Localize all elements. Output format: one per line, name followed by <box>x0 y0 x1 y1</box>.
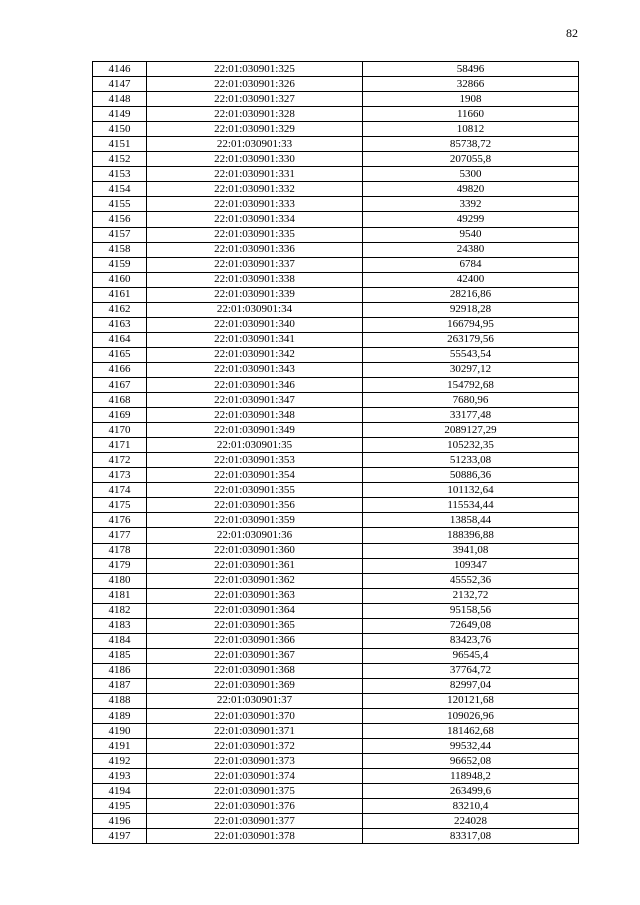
row-number-cell: 4183 <box>93 618 147 633</box>
value-cell: 109026,96 <box>363 709 579 724</box>
table-row <box>93 784 579 799</box>
value-cell: 85738,72 <box>363 137 579 152</box>
row-number-cell: 4174 <box>93 483 147 498</box>
value-cell: 50886,36 <box>363 468 579 483</box>
value-cell: 263179,56 <box>363 332 579 347</box>
value-cell: 5300 <box>363 167 579 182</box>
cadastral-number-cell: 22:01:030901:361 <box>147 558 363 573</box>
row-number-cell: 4166 <box>93 362 147 377</box>
row-number-cell: 4176 <box>93 513 147 528</box>
row-number-cell: 4162 <box>93 302 147 317</box>
cadastral-number-cell: 22:01:030901:349 <box>147 423 363 438</box>
row-number-cell: 4168 <box>93 393 147 408</box>
table-row <box>93 227 579 242</box>
cadastral-number-cell: 22:01:030901:34 <box>147 302 363 317</box>
table-row <box>93 513 579 528</box>
value-cell: 51233,08 <box>363 453 579 468</box>
table-row <box>93 212 579 227</box>
value-cell: 2089127,29 <box>363 423 579 438</box>
cadastral-number-cell: 22:01:030901:332 <box>147 182 363 197</box>
value-cell: 7680,96 <box>363 393 579 408</box>
cadastral-number-cell: 22:01:030901:353 <box>147 453 363 468</box>
row-number-cell: 4186 <box>93 663 147 678</box>
cadastral-number-cell: 22:01:030901:373 <box>147 754 363 769</box>
row-number-cell: 4189 <box>93 709 147 724</box>
table-row <box>93 92 579 107</box>
cadastral-number-cell: 22:01:030901:336 <box>147 242 363 257</box>
table-row <box>93 543 579 558</box>
table-row <box>93 633 579 648</box>
table-row <box>93 408 579 423</box>
cadastral-number-cell: 22:01:030901:331 <box>147 167 363 182</box>
table-row <box>93 152 579 167</box>
cadastral-number-cell: 22:01:030901:334 <box>147 212 363 227</box>
row-number-cell: 4184 <box>93 633 147 648</box>
value-cell: 96545,4 <box>363 648 579 663</box>
table-row <box>93 724 579 739</box>
cadastral-number-cell: 22:01:030901:377 <box>147 814 363 829</box>
row-number-cell: 4177 <box>93 528 147 543</box>
table-row <box>93 197 579 212</box>
table-row <box>93 829 579 844</box>
value-cell: 49820 <box>363 182 579 197</box>
row-number-cell: 4171 <box>93 438 147 453</box>
row-number-cell: 4185 <box>93 648 147 663</box>
row-number-cell: 4165 <box>93 347 147 362</box>
table-row <box>93 453 579 468</box>
row-number-cell: 4169 <box>93 408 147 423</box>
table-row <box>93 799 579 814</box>
cadastral-number-cell: 22:01:030901:347 <box>147 393 363 408</box>
cadastral-number-cell: 22:01:030901:333 <box>147 197 363 212</box>
table-body <box>93 62 579 844</box>
table-row <box>93 814 579 829</box>
value-cell: 83210,4 <box>363 799 579 814</box>
value-cell: 49299 <box>363 212 579 227</box>
cadastral-number-cell: 22:01:030901:354 <box>147 468 363 483</box>
row-number-cell: 4148 <box>93 92 147 107</box>
cadastral-number-cell: 22:01:030901:35 <box>147 438 363 453</box>
row-number-cell: 4196 <box>93 814 147 829</box>
table-row <box>93 107 579 122</box>
table-row <box>93 257 579 272</box>
value-cell: 3941,08 <box>363 543 579 558</box>
row-number-cell: 4187 <box>93 678 147 693</box>
table-row <box>93 618 579 633</box>
value-cell: 207055,8 <box>363 152 579 167</box>
cadastral-number-cell: 22:01:030901:328 <box>147 107 363 122</box>
cadastral-number-cell: 22:01:030901:364 <box>147 603 363 618</box>
cadastral-number-cell: 22:01:030901:341 <box>147 332 363 347</box>
cadastral-number-cell: 22:01:030901:329 <box>147 122 363 137</box>
value-cell: 166794,95 <box>363 317 579 332</box>
cadastral-number-cell: 22:01:030901:375 <box>147 784 363 799</box>
table-row <box>93 62 579 77</box>
cadastral-number-cell: 22:01:030901:325 <box>147 62 363 77</box>
value-cell: 188396,88 <box>363 528 579 543</box>
row-number-cell: 4192 <box>93 754 147 769</box>
table-row <box>93 362 579 377</box>
table-row <box>93 663 579 678</box>
cadastral-number-cell: 22:01:030901:372 <box>147 739 363 754</box>
row-number-cell: 4163 <box>93 317 147 332</box>
value-cell: 115534,44 <box>363 498 579 513</box>
cadastral-number-cell: 22:01:030901:367 <box>147 648 363 663</box>
row-number-cell: 4159 <box>93 257 147 272</box>
row-number-cell: 4193 <box>93 769 147 784</box>
cadastral-number-cell: 22:01:030901:363 <box>147 588 363 603</box>
value-cell: 33177,48 <box>363 408 579 423</box>
value-cell: 11660 <box>363 107 579 122</box>
value-cell: 58496 <box>363 62 579 77</box>
table-row <box>93 272 579 287</box>
value-cell: 1908 <box>363 92 579 107</box>
cadastral-number-cell: 22:01:030901:339 <box>147 287 363 302</box>
value-cell: 92918,28 <box>363 302 579 317</box>
row-number-cell: 4156 <box>93 212 147 227</box>
cadastral-number-cell: 22:01:030901:326 <box>147 77 363 92</box>
row-number-cell: 4173 <box>93 468 147 483</box>
cadastral-value-table <box>92 61 579 844</box>
row-number-cell: 4152 <box>93 152 147 167</box>
table-row <box>93 754 579 769</box>
row-number-cell: 4180 <box>93 573 147 588</box>
cadastral-number-cell: 22:01:030901:337 <box>147 257 363 272</box>
row-number-cell: 4157 <box>93 227 147 242</box>
table-row <box>93 573 579 588</box>
value-cell: 6784 <box>363 257 579 272</box>
page-number: 82 <box>566 26 578 40</box>
table-row <box>93 588 579 603</box>
row-number-cell: 4178 <box>93 543 147 558</box>
value-cell: 24380 <box>363 242 579 257</box>
value-cell: 13858,44 <box>363 513 579 528</box>
cadastral-number-cell: 22:01:030901:33 <box>147 137 363 152</box>
row-number-cell: 4195 <box>93 799 147 814</box>
table-row <box>93 377 579 392</box>
row-number-cell: 4158 <box>93 242 147 257</box>
table-row <box>93 182 579 197</box>
table-row <box>93 438 579 453</box>
value-cell: 45552,36 <box>363 573 579 588</box>
value-cell: 9540 <box>363 227 579 242</box>
table-row <box>93 678 579 693</box>
table-row <box>93 769 579 784</box>
row-number-cell: 4150 <box>93 122 147 137</box>
cadastral-number-cell: 22:01:030901:343 <box>147 362 363 377</box>
table-row <box>93 302 579 317</box>
row-number-cell: 4155 <box>93 197 147 212</box>
row-number-cell: 4179 <box>93 558 147 573</box>
cadastral-number-cell: 22:01:030901:370 <box>147 709 363 724</box>
value-cell: 72649,08 <box>363 618 579 633</box>
value-cell: 42400 <box>363 272 579 287</box>
table-row <box>93 528 579 543</box>
cadastral-number-cell: 22:01:030901:327 <box>147 92 363 107</box>
value-cell: 95158,56 <box>363 603 579 618</box>
cadastral-number-cell: 22:01:030901:378 <box>147 829 363 844</box>
cadastral-number-cell: 22:01:030901:348 <box>147 408 363 423</box>
value-cell: 55543,54 <box>363 347 579 362</box>
value-cell: 96652,08 <box>363 754 579 769</box>
table-row <box>93 648 579 663</box>
cadastral-number-cell: 22:01:030901:371 <box>147 724 363 739</box>
value-cell: 83423,76 <box>363 633 579 648</box>
row-number-cell: 4175 <box>93 498 147 513</box>
value-cell: 37764,72 <box>363 663 579 678</box>
row-number-cell: 4161 <box>93 287 147 302</box>
row-number-cell: 4191 <box>93 739 147 754</box>
table-row <box>93 167 579 182</box>
value-cell: 10812 <box>363 122 579 137</box>
row-number-cell: 4160 <box>93 272 147 287</box>
row-number-cell: 4188 <box>93 693 147 708</box>
table-row <box>93 709 579 724</box>
table-row <box>93 332 579 347</box>
cadastral-number-cell: 22:01:030901:360 <box>147 543 363 558</box>
cadastral-number-cell: 22:01:030901:330 <box>147 152 363 167</box>
cadastral-number-cell: 22:01:030901:346 <box>147 377 363 392</box>
row-number-cell: 4172 <box>93 453 147 468</box>
table-row <box>93 498 579 513</box>
table-row <box>93 603 579 618</box>
cadastral-number-cell: 22:01:030901:340 <box>147 317 363 332</box>
cadastral-number-cell: 22:01:030901:356 <box>147 498 363 513</box>
row-number-cell: 4197 <box>93 829 147 844</box>
row-number-cell: 4182 <box>93 603 147 618</box>
value-cell: 82997,04 <box>363 678 579 693</box>
cadastral-number-cell: 22:01:030901:36 <box>147 528 363 543</box>
row-number-cell: 4170 <box>93 423 147 438</box>
table-row <box>93 739 579 754</box>
table-row <box>93 468 579 483</box>
table-row <box>93 137 579 152</box>
row-number-cell: 4181 <box>93 588 147 603</box>
value-cell: 83317,08 <box>363 829 579 844</box>
cadastral-number-cell: 22:01:030901:365 <box>147 618 363 633</box>
value-cell: 224028 <box>363 814 579 829</box>
table-row <box>93 122 579 137</box>
row-number-cell: 4164 <box>93 332 147 347</box>
value-cell: 120121,68 <box>363 693 579 708</box>
row-number-cell: 4149 <box>93 107 147 122</box>
value-cell: 3392 <box>363 197 579 212</box>
table-row <box>93 483 579 498</box>
value-cell: 30297,12 <box>363 362 579 377</box>
row-number-cell: 4147 <box>93 77 147 92</box>
value-cell: 181462,68 <box>363 724 579 739</box>
value-cell: 118948,2 <box>363 769 579 784</box>
row-number-cell: 4167 <box>93 377 147 392</box>
table-row <box>93 558 579 573</box>
cadastral-number-cell: 22:01:030901:355 <box>147 483 363 498</box>
table-row <box>93 77 579 92</box>
value-cell: 99532,44 <box>363 739 579 754</box>
table-row <box>93 693 579 708</box>
cadastral-number-cell: 22:01:030901:369 <box>147 678 363 693</box>
row-number-cell: 4194 <box>93 784 147 799</box>
cadastral-number-cell: 22:01:030901:362 <box>147 573 363 588</box>
value-cell: 154792,68 <box>363 377 579 392</box>
table-row <box>93 393 579 408</box>
value-cell: 32866 <box>363 77 579 92</box>
table-row <box>93 423 579 438</box>
cadastral-number-cell: 22:01:030901:335 <box>147 227 363 242</box>
value-cell: 263499,6 <box>363 784 579 799</box>
table-row <box>93 242 579 257</box>
value-cell: 105232,35 <box>363 438 579 453</box>
table-row <box>93 347 579 362</box>
cadastral-number-cell: 22:01:030901:342 <box>147 347 363 362</box>
cadastral-number-cell: 22:01:030901:37 <box>147 693 363 708</box>
table-row <box>93 287 579 302</box>
row-number-cell: 4146 <box>93 62 147 77</box>
value-cell: 28216,86 <box>363 287 579 302</box>
cadastral-number-cell: 22:01:030901:359 <box>147 513 363 528</box>
cadastral-number-cell: 22:01:030901:366 <box>147 633 363 648</box>
table-row <box>93 317 579 332</box>
cadastral-number-cell: 22:01:030901:376 <box>147 799 363 814</box>
value-cell: 101132,64 <box>363 483 579 498</box>
cadastral-number-cell: 22:01:030901:368 <box>147 663 363 678</box>
row-number-cell: 4151 <box>93 137 147 152</box>
value-cell: 109347 <box>363 558 579 573</box>
cadastral-number-cell: 22:01:030901:374 <box>147 769 363 784</box>
row-number-cell: 4154 <box>93 182 147 197</box>
row-number-cell: 4190 <box>93 724 147 739</box>
row-number-cell: 4153 <box>93 167 147 182</box>
value-cell: 2132,72 <box>363 588 579 603</box>
cadastral-number-cell: 22:01:030901:338 <box>147 272 363 287</box>
